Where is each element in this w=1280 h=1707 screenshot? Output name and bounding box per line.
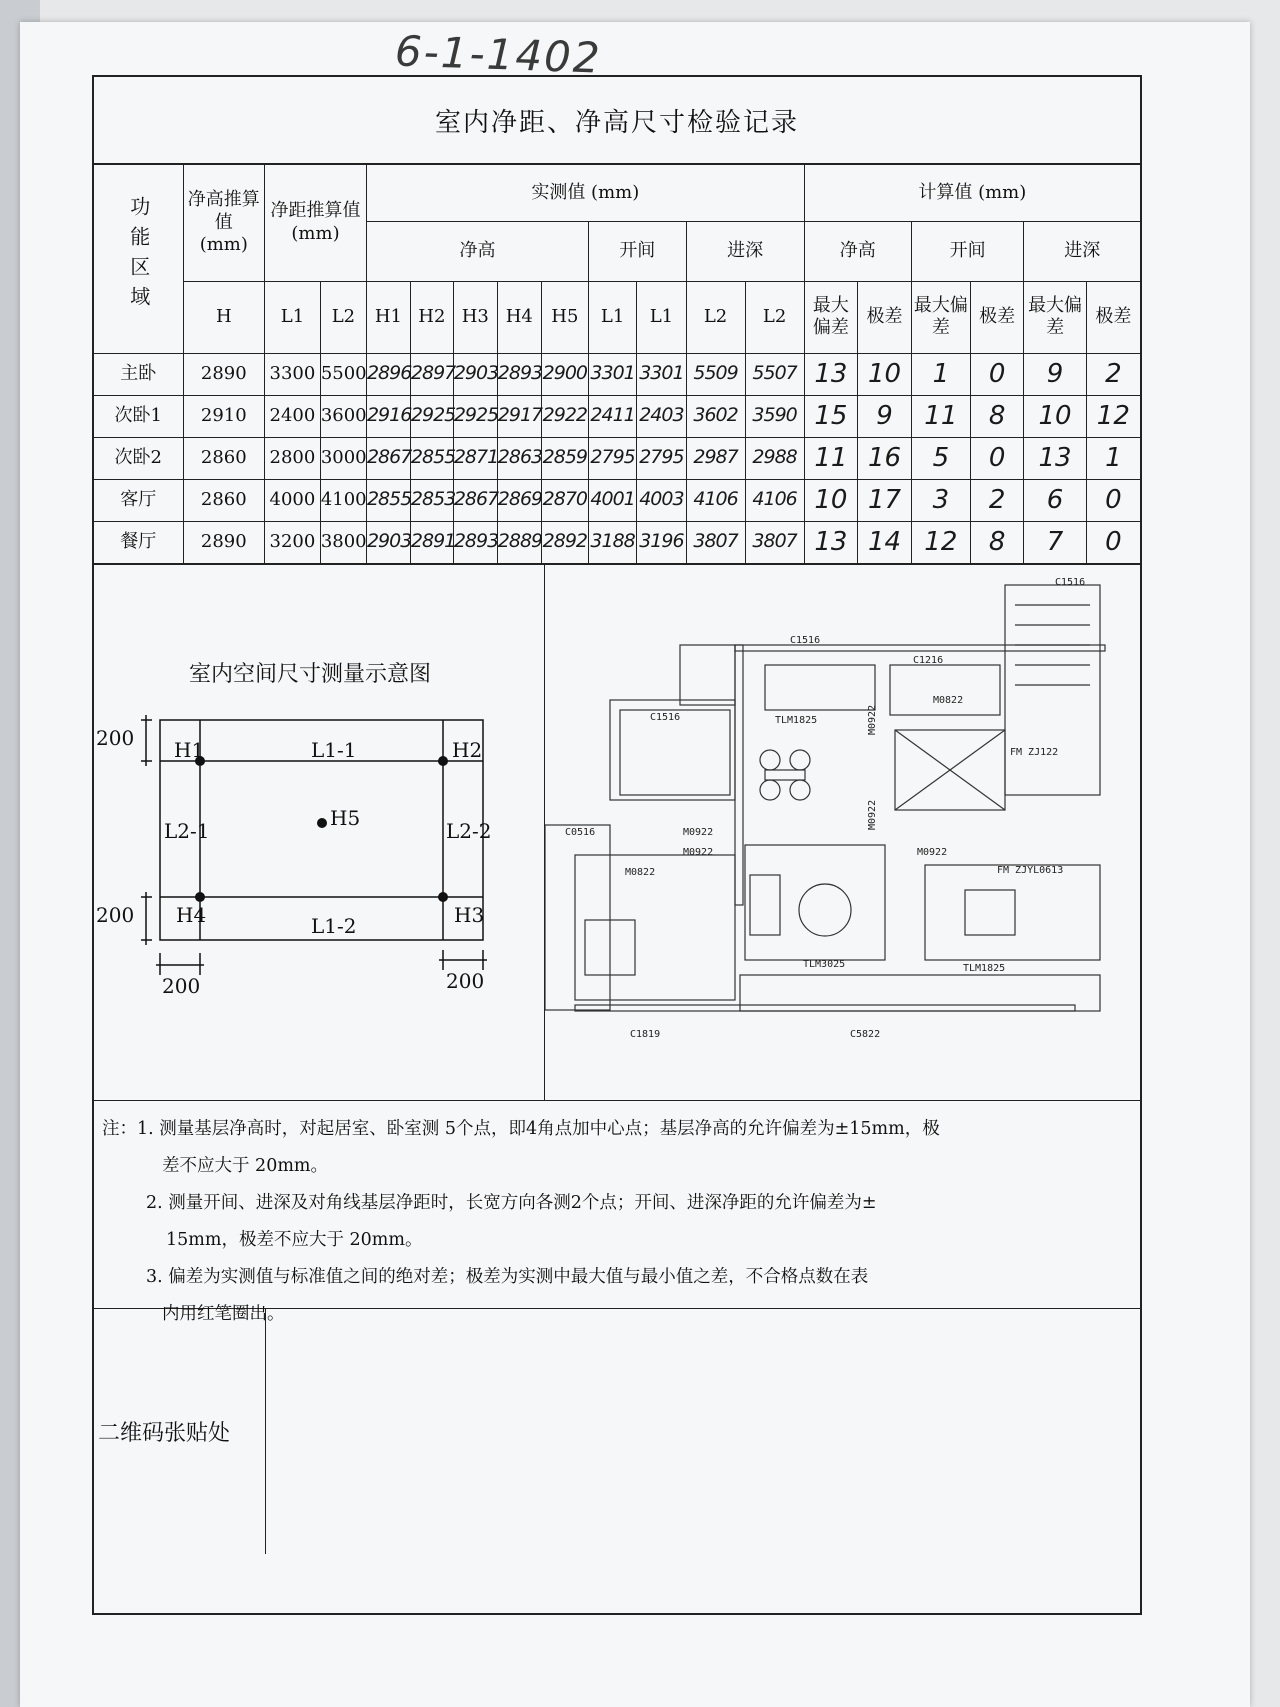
cell-l2b: 5507 bbox=[745, 353, 804, 395]
cell-hrange: 16 bbox=[858, 437, 912, 479]
cell-h4: 2869 bbox=[497, 479, 541, 521]
cell-dmax: 9 bbox=[1024, 353, 1086, 395]
cell-brange: 2 bbox=[970, 479, 1024, 521]
cell-l1b: 3196 bbox=[637, 521, 686, 563]
note-line-1: 注：1. 测量基层净高时，对起居室、卧室测 5个点，即4角点加中心点；基层净高的允许偏差为±15mm，极 bbox=[102, 1118, 940, 1139]
table-body bbox=[94, 353, 1140, 563]
cell-L1: 2400 bbox=[265, 395, 321, 437]
cell-l2a: 5509 bbox=[686, 353, 745, 395]
cell-brange: 0 bbox=[970, 353, 1024, 395]
point-H3 bbox=[438, 892, 448, 902]
label-H4: H4 bbox=[176, 902, 207, 927]
cell-L1: 3300 bbox=[265, 353, 321, 395]
dim-left: 200 bbox=[162, 973, 201, 998]
header-bay-L1b: L1 bbox=[637, 281, 686, 353]
cell-h4: 2863 bbox=[497, 437, 541, 479]
cell-L2: 3000 bbox=[320, 437, 366, 479]
cell-h1: 2916 bbox=[366, 395, 410, 437]
header-d-range: 极差 bbox=[1086, 281, 1140, 353]
header-l-est: 净距推算值 (mm) bbox=[265, 165, 367, 281]
label-L2-1: L2-1 bbox=[164, 818, 210, 843]
cell-h3: 2893 bbox=[453, 521, 497, 563]
cell-H: 2860 bbox=[183, 479, 265, 521]
cell-L2: 5500 bbox=[320, 353, 366, 395]
header-calculated: 计算值 (mm) bbox=[804, 165, 1140, 221]
label-H1: H1 bbox=[174, 737, 205, 762]
inspection-form bbox=[92, 75, 1142, 1615]
header-calc-net-height: 净高 bbox=[804, 221, 911, 281]
cell-l2b: 4106 bbox=[745, 479, 804, 521]
cell-l1b: 4003 bbox=[637, 479, 686, 521]
cell-drange: 1 bbox=[1086, 437, 1140, 479]
cell-L2: 4100 bbox=[320, 479, 366, 521]
cell-bmax: 11 bbox=[911, 395, 970, 437]
table-row bbox=[94, 437, 1140, 479]
table-row bbox=[94, 395, 1140, 437]
diagram-section bbox=[94, 564, 1140, 1101]
cell-h3: 2903 bbox=[453, 353, 497, 395]
plan-label-m0822-b: M0822 bbox=[625, 866, 656, 878]
header-b-maxdev: 最大偏差 bbox=[911, 281, 970, 353]
header-h-maxdev: 最大偏差 bbox=[804, 281, 858, 353]
cell-l1a: 2795 bbox=[588, 437, 636, 479]
plan-label-tlm1825-b: TLM1825 bbox=[963, 962, 1006, 974]
plan-label-c1516-b: C1516 bbox=[650, 711, 681, 723]
header-H5: H5 bbox=[541, 281, 588, 353]
note-line-3: 2. 测量开间、进深及对角线基层净距时，长宽方向各测2个点；开间、进深净距的允许偏差为± bbox=[146, 1192, 877, 1213]
header-depth-L2a: L2 bbox=[686, 281, 745, 353]
cell-bmax: 1 bbox=[911, 353, 970, 395]
cell-dmax: 10 bbox=[1024, 395, 1086, 437]
header-L1: L1 bbox=[265, 281, 321, 353]
cell-hrange: 10 bbox=[858, 353, 912, 395]
header-H1: H1 bbox=[366, 281, 410, 353]
cell-hmax: 10 bbox=[804, 479, 858, 521]
floor-plan bbox=[545, 565, 1140, 1100]
plan-label-m0922-b: M0922 bbox=[683, 846, 714, 858]
cell-bmax: 5 bbox=[911, 437, 970, 479]
cell-h2: 2897 bbox=[410, 353, 453, 395]
note-line-5: 3. 偏差为实测值与标准值之间的绝对差；极差为实测中最大值与最小值之差，不合格点数在表 bbox=[146, 1266, 869, 1287]
cell-h1: 2896 bbox=[366, 353, 410, 395]
label-L2-2: L2-2 bbox=[446, 818, 492, 843]
cell-hrange: 9 bbox=[858, 395, 912, 437]
label-H2: H2 bbox=[452, 737, 483, 762]
cell-l1b: 2795 bbox=[637, 437, 686, 479]
point-H4 bbox=[195, 892, 205, 902]
table-row bbox=[94, 353, 1140, 395]
cell-area: 客厅 bbox=[94, 479, 183, 521]
cell-drange: 2 bbox=[1086, 353, 1140, 395]
table-row bbox=[94, 479, 1140, 521]
cell-l2a: 3602 bbox=[686, 395, 745, 437]
header-H3: H3 bbox=[453, 281, 497, 353]
plan-label-m0922-side: M0922 bbox=[867, 704, 878, 735]
header-bay: 开间 bbox=[588, 221, 686, 281]
cell-h1: 2855 bbox=[366, 479, 410, 521]
header-H: H bbox=[183, 281, 265, 353]
note-line-6: 内用红笔圈出。 bbox=[162, 1303, 285, 1324]
label-L1-1: L1-1 bbox=[311, 737, 357, 762]
cell-l2a: 4106 bbox=[686, 479, 745, 521]
plan-label-fm-zj122: FM ZJ122 bbox=[1010, 746, 1059, 758]
cell-bmax: 12 bbox=[911, 521, 970, 563]
cell-h2: 2891 bbox=[410, 521, 453, 563]
cell-l1a: 3188 bbox=[588, 521, 636, 563]
cell-H: 2890 bbox=[183, 353, 265, 395]
cell-h2: 2853 bbox=[410, 479, 453, 521]
qr-code-label: 二维码张贴处 bbox=[94, 1309, 266, 1554]
point-H5 bbox=[317, 818, 327, 828]
cell-l2b: 3590 bbox=[745, 395, 804, 437]
diagram-title: 室内空间尺寸测量示意图 bbox=[189, 661, 432, 687]
cell-hmax: 15 bbox=[804, 395, 858, 437]
header-measured: 实测值 (mm) bbox=[366, 165, 804, 221]
form-title: 室内净距、净高尺寸检验记录 bbox=[94, 77, 1140, 165]
label-H5: H5 bbox=[330, 805, 361, 830]
cell-h5: 2900 bbox=[541, 353, 588, 395]
cell-bmax: 3 bbox=[911, 479, 970, 521]
dim-top: 200 bbox=[96, 725, 135, 750]
table-row bbox=[94, 521, 1140, 563]
floor-plan-panel bbox=[545, 565, 1140, 1100]
cell-L1: 4000 bbox=[265, 479, 321, 521]
cell-area: 次卧1 bbox=[94, 395, 183, 437]
plan-label-m0822-a: M0822 bbox=[933, 694, 964, 706]
cell-l1b: 3301 bbox=[637, 353, 686, 395]
cell-area: 次卧2 bbox=[94, 437, 183, 479]
plan-label-c1216: C1216 bbox=[913, 654, 944, 666]
qr-code-row bbox=[94, 1309, 1140, 1554]
cell-dmax: 13 bbox=[1024, 437, 1086, 479]
cell-l1a: 3301 bbox=[588, 353, 636, 395]
cell-brange: 0 bbox=[970, 437, 1024, 479]
cell-hrange: 17 bbox=[858, 479, 912, 521]
plan-label-c5822: C5822 bbox=[850, 1028, 881, 1040]
cell-l1a: 4001 bbox=[588, 479, 636, 521]
cell-h2: 2925 bbox=[410, 395, 453, 437]
cell-hmax: 13 bbox=[804, 353, 858, 395]
header-L2: L2 bbox=[320, 281, 366, 353]
cell-L2: 3600 bbox=[320, 395, 366, 437]
cell-drange: 0 bbox=[1086, 479, 1140, 521]
cell-L2: 3800 bbox=[320, 521, 366, 563]
cell-h5: 2859 bbox=[541, 437, 588, 479]
measurement-diagram-panel bbox=[94, 565, 545, 1100]
cell-H: 2860 bbox=[183, 437, 265, 479]
cell-h4: 2917 bbox=[497, 395, 541, 437]
cell-dmax: 7 bbox=[1024, 521, 1086, 563]
header-bay-L1a: L1 bbox=[588, 281, 636, 353]
header-depth-L2b: L2 bbox=[745, 281, 804, 353]
header-area: 功能区域 bbox=[94, 165, 183, 353]
cell-hmax: 11 bbox=[804, 437, 858, 479]
label-L1-2: L1-2 bbox=[311, 913, 357, 938]
point-H2 bbox=[438, 756, 448, 766]
header-depth: 进深 bbox=[686, 221, 804, 281]
cell-H: 2890 bbox=[183, 521, 265, 563]
cell-area: 主卧 bbox=[94, 353, 183, 395]
measurement-diagram bbox=[94, 565, 544, 1100]
qr-code-area bbox=[266, 1309, 1140, 1554]
cell-brange: 8 bbox=[970, 521, 1024, 563]
cell-h1: 2903 bbox=[366, 521, 410, 563]
cell-l2a: 3807 bbox=[686, 521, 745, 563]
cell-l1b: 2403 bbox=[637, 395, 686, 437]
header-b-range: 极差 bbox=[970, 281, 1024, 353]
cell-brange: 8 bbox=[970, 395, 1024, 437]
cell-l2b: 3807 bbox=[745, 521, 804, 563]
note-line-4: 15mm，极差不应大于 20mm。 bbox=[166, 1229, 423, 1250]
cell-h3: 2867 bbox=[453, 479, 497, 521]
cell-h4: 2889 bbox=[497, 521, 541, 563]
header-calc-bay: 开间 bbox=[911, 221, 1024, 281]
cell-l2a: 2987 bbox=[686, 437, 745, 479]
plan-label-m0922-a: M0922 bbox=[683, 826, 714, 838]
measurement-table bbox=[94, 165, 1140, 564]
plan-label-c1516-a: C1516 bbox=[790, 634, 821, 646]
cell-h5: 2892 bbox=[541, 521, 588, 563]
plan-label-c1819: C1819 bbox=[630, 1028, 661, 1040]
cell-hrange: 14 bbox=[858, 521, 912, 563]
header-d-maxdev: 最大偏差 bbox=[1024, 281, 1086, 353]
cell-L1: 2800 bbox=[265, 437, 321, 479]
cell-drange: 0 bbox=[1086, 521, 1140, 563]
plan-label-fm-zjyl: FM ZJYL0613 bbox=[997, 864, 1064, 876]
plan-label-m0922-d: M0922 bbox=[867, 799, 878, 830]
dim-bottom: 200 bbox=[96, 902, 135, 927]
cell-h2: 2855 bbox=[410, 437, 453, 479]
plan-label-m0922-c: M0922 bbox=[917, 846, 948, 858]
notes-section bbox=[94, 1101, 1140, 1324]
cell-h5: 2870 bbox=[541, 479, 588, 521]
cell-area: 餐厅 bbox=[94, 521, 183, 563]
plan-label-c0516: C0516 bbox=[565, 826, 596, 838]
cell-h4: 2893 bbox=[497, 353, 541, 395]
cell-h3: 2871 bbox=[453, 437, 497, 479]
cell-l1a: 2411 bbox=[588, 395, 636, 437]
cell-l2b: 2988 bbox=[745, 437, 804, 479]
plan-label-tlm1825-a: TLM1825 bbox=[775, 714, 818, 726]
plan-label-tlm3025: TLM3025 bbox=[803, 958, 846, 970]
header-net-height: 净高 bbox=[366, 221, 588, 281]
cell-H: 2910 bbox=[183, 395, 265, 437]
header-H2: H2 bbox=[410, 281, 453, 353]
cell-h3: 2925 bbox=[453, 395, 497, 437]
header-calc-depth: 进深 bbox=[1024, 221, 1140, 281]
cell-h5: 2922 bbox=[541, 395, 588, 437]
cell-dmax: 6 bbox=[1024, 479, 1086, 521]
cell-h1: 2867 bbox=[366, 437, 410, 479]
label-H3: H3 bbox=[454, 902, 485, 927]
note-line-2: 差不应大于 20mm。 bbox=[162, 1155, 329, 1176]
cell-L1: 3200 bbox=[265, 521, 321, 563]
cell-hmax: 13 bbox=[804, 521, 858, 563]
header-h-range: 极差 bbox=[858, 281, 912, 353]
header-h-est: 净高推算值 (mm) bbox=[183, 165, 265, 281]
cell-drange: 12 bbox=[1086, 395, 1140, 437]
dim-right: 200 bbox=[446, 968, 485, 993]
plan-label-c1516-top: C1516 bbox=[1055, 576, 1086, 588]
header-H4: H4 bbox=[497, 281, 541, 353]
handwritten-unit-id: 6-1-1402 bbox=[394, 26, 603, 83]
